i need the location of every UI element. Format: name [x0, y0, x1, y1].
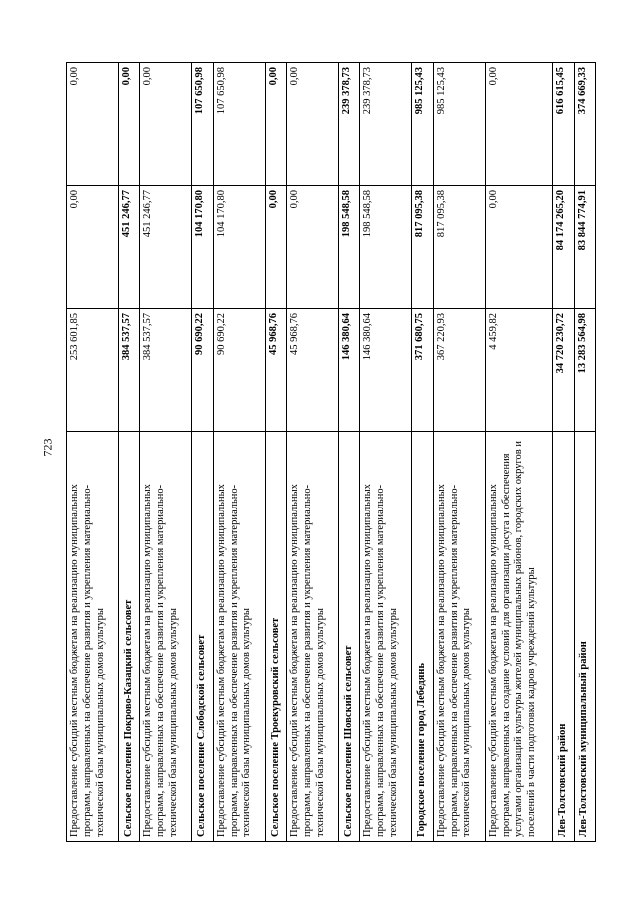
row-value-3: 0,00 — [265, 63, 286, 186]
row-name: Предоставление субсидий местным бюджетам на реализацию муниципальных программ, направленных на создание условий для организации досуга и обеспечения услугами организаций культуры жителей муниципальных районов, городских округов и поселений в части подготовки кадров учреждений культуры — [485, 432, 552, 842]
row-value-3: 374 669,33 — [574, 63, 595, 186]
row-value-1: 34 720 230,72 — [553, 309, 574, 432]
row-value-2: 104 170,80 — [213, 186, 265, 309]
row-value-1: 146 380,64 — [339, 309, 360, 432]
row-name: Предоставление субсидий местным бюджетам на реализацию муниципальных программ, направленных на обеспечение развития и укрепления материально-технической базы муниципальных домов культуры — [360, 432, 412, 842]
row-value-2: 817 095,38 — [433, 186, 485, 309]
row-name: Предоставление субсидий местным бюджетам на реализацию муниципальных программ, направленных на обеспечение развития и укрепления материально-технической базы муниципальных домов культуры — [433, 432, 485, 842]
row-value-1: 90 690,22 — [213, 309, 265, 432]
table-area — [66, 62, 596, 842]
table-row — [140, 63, 192, 842]
row-value-3: 0,00 — [140, 63, 192, 186]
row-value-1: 253 601,85 — [67, 309, 119, 432]
row-value-3: 616 615,45 — [553, 63, 574, 186]
row-value-1: 90 690,22 — [192, 309, 213, 432]
table-row — [67, 63, 119, 842]
row-name: Предоставление субсидий местным бюджетам на реализацию муниципальных программ, направленных на обеспечение развития и укрепления материально-технической базы муниципальных домов культуры — [140, 432, 192, 842]
row-value-3: 239 378,73 — [360, 63, 412, 186]
table-row-section — [192, 63, 213, 842]
row-value-2: 104 170,80 — [192, 186, 213, 309]
row-name: Сельское поселение Троекуровский сельсовет — [265, 432, 286, 842]
row-name: Лев-Толстовский муниципальный район — [574, 432, 595, 842]
row-value-2: 0,00 — [67, 186, 119, 309]
row-value-3: 0,00 — [67, 63, 119, 186]
row-value-2: 0,00 — [287, 186, 339, 309]
row-value-2: 83 844 774,91 — [574, 186, 595, 309]
row-value-3: 0,00 — [119, 63, 140, 186]
row-value-3: 239 378,73 — [339, 63, 360, 186]
budget-table — [66, 62, 596, 842]
row-value-1: 384 537,57 — [140, 309, 192, 432]
table-row-section — [265, 63, 286, 842]
row-name: Предоставление субсидий местным бюджетам на реализацию муниципальных программ, направленных на обеспечение развития и укрепления материально-технической базы муниципальных домов культуры — [67, 432, 119, 842]
table-row-section — [574, 63, 595, 842]
row-value-1: 4 459,82 — [485, 309, 552, 432]
row-value-2: 84 174 265,20 — [553, 186, 574, 309]
table-row-section — [119, 63, 140, 842]
table-row — [213, 63, 265, 842]
row-value-2: 198 548,58 — [339, 186, 360, 309]
row-name: Сельское поселение Шовский сельсовет — [339, 432, 360, 842]
table-row-section — [339, 63, 360, 842]
row-value-1: 371 680,75 — [412, 309, 433, 432]
table-row — [485, 63, 552, 842]
row-value-2: 0,00 — [485, 186, 552, 309]
row-value-1: 45 968,76 — [287, 309, 339, 432]
table-row-section — [412, 63, 433, 842]
row-value-2: 451 246,77 — [119, 186, 140, 309]
page-number: 723 — [40, 438, 55, 457]
row-name: Сельское поселение Покрово-Казацкий сельсовет — [119, 432, 140, 842]
row-name: Лев-Толстовский район — [553, 432, 574, 842]
row-value-1: 367 220,93 — [433, 309, 485, 432]
row-value-1: 146 380,64 — [360, 309, 412, 432]
row-value-1: 45 968,76 — [265, 309, 286, 432]
row-value-3: 107 650,98 — [192, 63, 213, 186]
table-row — [360, 63, 412, 842]
row-value-2: 198 548,58 — [360, 186, 412, 309]
row-value-2: 817 095,38 — [412, 186, 433, 309]
row-value-3: 0,00 — [287, 63, 339, 186]
budget-table-body — [67, 63, 596, 842]
row-value-1: 13 283 564,98 — [574, 309, 595, 432]
row-name: Городское поселение город Лебедянь — [412, 432, 433, 842]
table-row — [287, 63, 339, 842]
rotated-table-wrapper — [66, 62, 596, 842]
row-value-3: 107 650,98 — [213, 63, 265, 186]
row-name: Предоставление субсидий местным бюджетам на реализацию муниципальных программ, направленных на обеспечение развития и укрепления материально-технической базы муниципальных домов культуры — [287, 432, 339, 842]
row-value-3: 0,00 — [485, 63, 552, 186]
row-name: Сельское поселение Слободской сельсовет — [192, 432, 213, 842]
row-value-1: 384 537,57 — [119, 309, 140, 432]
row-value-3: 985 125,43 — [433, 63, 485, 186]
table-row-section — [553, 63, 574, 842]
row-name: Предоставление субсидий местным бюджетам на реализацию муниципальных программ, направленных на обеспечение развития и укрепления материально-технической базы муниципальных домов культуры — [213, 432, 265, 842]
row-value-3: 985 125,43 — [412, 63, 433, 186]
row-value-2: 451 246,77 — [140, 186, 192, 309]
table-row — [433, 63, 485, 842]
row-value-2: 0,00 — [265, 186, 286, 309]
